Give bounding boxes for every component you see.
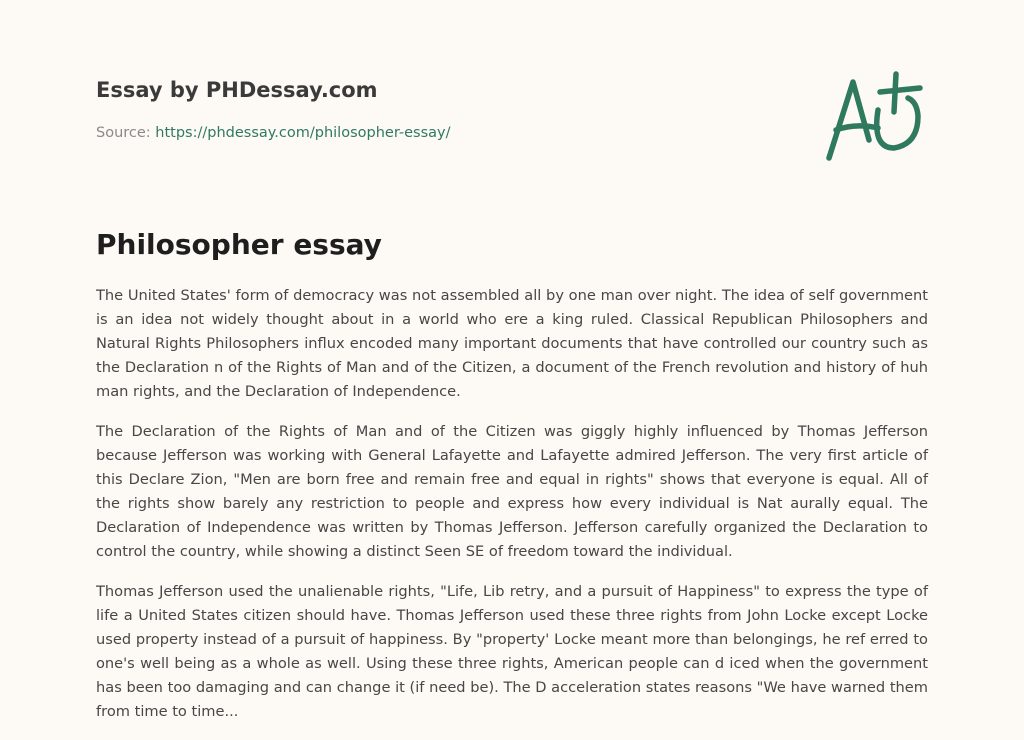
article-title: Philosopher essay	[96, 228, 382, 261]
site-brand: Essay by PHDessay.com	[96, 78, 378, 102]
page-header	[96, 76, 450, 143]
source-link[interactable]: https://phdessay.com/philosopher-essay/	[155, 125, 451, 141]
article-paragraph: The Declaration of the Rights of Man and of the Citizen was giggly highly influenced by Thomas Jefferson because Jefferson was working with General Lafayette and Lafayette admired Jefferson. The very first article of this Declare Zion, "Men are born free and remain free and equal in rights" shows that everyone is equal. All of the rights show barely any restriction to people and express how every individual is Nat aurally equal. The Declaration of Independence was written by Thomas Jefferson. Jefferson carefully organized the Declaration to control the country, while showing a distinct Seen SE of freedom toward the individual.	[96, 423, 928, 560]
article-paragraph: Thomas Jefferson used the unalienable rights, "Life, Lib retry, and a pursuit of Happiness" to express the type of life a United States citizen should have. Thomas Jefferson used these three rights from John Locke except Locke used property instead of a pursuit of happiness. By "property' Locke meant more than belongings, he ref erred to one's well being as a whole as well. Using these three rights, American people can d iced when the government has been too damaging and can change it (if need be). The D acceleration states reasons "We have warned them from time to time...	[96, 583, 928, 720]
source-label: Source:	[96, 125, 151, 141]
source-line	[96, 123, 450, 143]
article-paragraph: The United States' form of democracy was not assembled all by one man over night. The idea of self government is an idea not widely thought about in a world who ere a king ruled. Classical Republican Philosophers and Natural Rights Philosophers influx encoded many important documents that have controlled our country such as the Declaration n of the Rights of Man and of the Citizen, a document of the French revolution and history of huh man rights, and the Declaration of Independence.	[96, 287, 928, 400]
article-body	[96, 284, 928, 740]
a-plus-logo-icon	[822, 68, 928, 164]
